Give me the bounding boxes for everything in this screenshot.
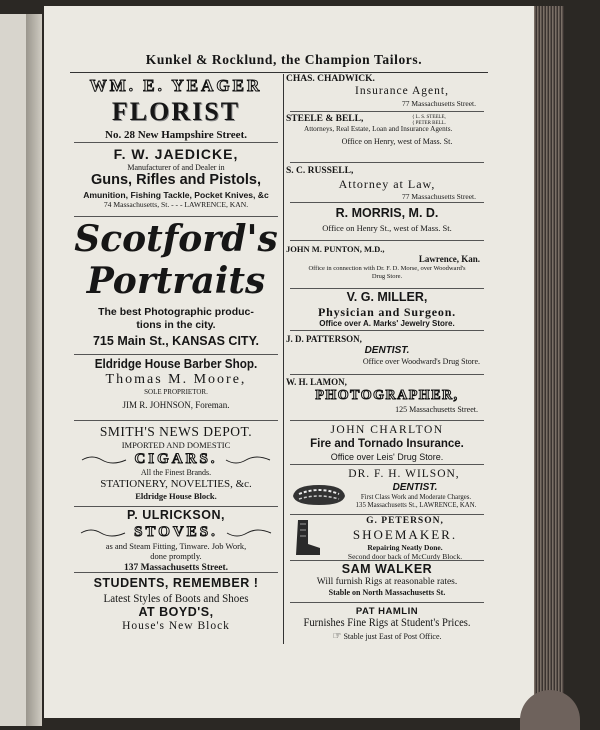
ad-wilson xyxy=(286,468,488,514)
yeager-name: WM. E. YEAGER xyxy=(89,76,263,95)
ulrickson-stoves xyxy=(70,523,282,541)
ad-yeager xyxy=(70,76,282,144)
charlton-role: Fire and Tornado Insurance. xyxy=(310,437,464,450)
dentures-icon xyxy=(290,482,348,508)
ulrickson-address: 137 Massachusetts Street. xyxy=(123,563,229,572)
scotford-address: 715 Main St., KANSAS CITY. xyxy=(92,334,259,349)
ad-jaedicke xyxy=(70,146,282,218)
separator xyxy=(290,162,484,163)
ad-miller xyxy=(286,290,488,330)
ulrickson-line-1: as and Steam Fitting, Tinware. Job Work, xyxy=(105,541,247,551)
barber-role: SOLE PROPRIETOR. xyxy=(144,388,208,397)
patterson-role: DENTIST. xyxy=(364,344,410,356)
peterson-name: G. PETERSON, xyxy=(366,516,444,526)
lamon-address: 125 Massachusetts Street. xyxy=(395,404,478,414)
ad-peterson xyxy=(286,516,488,560)
morris-name: R. MORRIS, M. D. xyxy=(335,206,439,220)
boyd-title: STUDENTS, REMEMBER ! xyxy=(93,576,259,590)
column-divider xyxy=(283,74,284,644)
ad-smith xyxy=(70,424,282,510)
separator xyxy=(74,216,278,217)
smith-cigars xyxy=(70,450,282,468)
book-gutter xyxy=(26,14,42,726)
punton-office-1: Office in connection with Dr. F. D. Morse, over Woodward's xyxy=(308,264,466,272)
russell-role: Attorney at Law, xyxy=(338,177,436,192)
patterson-name: J. D. PATTERSON, xyxy=(286,334,362,344)
miller-office: Office over A. Marks' Jewelry Store. xyxy=(319,319,455,329)
smith-sub: IMPORTED AND DOMESTIC xyxy=(121,440,231,451)
ad-boyd xyxy=(70,576,282,648)
header-rule xyxy=(70,72,488,73)
barber-title: Eldridge House Barber Shop. xyxy=(94,356,258,371)
pointing-hand-icon: ☞ xyxy=(332,631,342,643)
separator xyxy=(74,354,278,355)
chadwick-role: Insurance Agent, xyxy=(355,85,449,98)
steele-role: Attorneys, Real Estate, Loan and Insurance Agents. xyxy=(304,125,453,134)
jaedicke-name: F. W. JAEDICKE, xyxy=(113,146,239,162)
peterson-role: SHOEMAKER. xyxy=(352,527,458,543)
miller-name: V. G. MILLER, xyxy=(346,290,428,304)
page-header: Kunkel & Rocklund, the Champion Tailors. xyxy=(145,52,423,67)
wilson-line-2: 135 Massachusetts St., LAWRENCE, KAN. xyxy=(355,501,477,509)
russell-address: 77 Massachusetts Street. xyxy=(402,191,476,201)
patterson-office: Office over Woodward's Drug Store. xyxy=(362,356,480,366)
separator xyxy=(290,330,484,331)
smith-location: Eldridge House Block. xyxy=(135,491,217,502)
boot-icon xyxy=(292,518,322,558)
separator xyxy=(290,374,484,375)
hamlin-line-2: Stable just East of Post Office. xyxy=(343,632,442,642)
ad-punton xyxy=(286,244,488,288)
morris-office: Office on Henry St., west of Mass. St. xyxy=(322,223,452,233)
smith-title: SMITH'S NEWS DEPOT. xyxy=(99,424,253,439)
ad-chadwick xyxy=(286,74,488,112)
separator xyxy=(74,572,278,573)
ad-charlton xyxy=(286,424,488,464)
yeager-title: FLORIST xyxy=(111,97,241,127)
separator xyxy=(290,464,484,465)
smith-brands: All the Finest Brands. xyxy=(140,468,212,478)
ulrickson-line-2: done promptly. xyxy=(150,551,202,562)
smith-stationery: STATIONERY, NOVELTIES, &c. xyxy=(100,477,252,490)
chadwick-name: CHAS. CHADWICK. xyxy=(286,74,375,84)
boyd-line-3: House's New Block xyxy=(122,620,230,633)
page-edges xyxy=(534,6,564,706)
chadwick-address: 77 Massachusetts Street. xyxy=(402,99,476,109)
scotford-title-2: Portraits xyxy=(86,260,266,302)
barber-foreman: JIM R. JOHNSON, Foreman. xyxy=(122,399,230,410)
separator xyxy=(290,602,484,603)
separator xyxy=(290,514,484,515)
flourish-left-icon xyxy=(79,529,127,537)
hamlin-line-1: Furnishes Fine Rigs at Student's Prices. xyxy=(303,617,471,630)
separator xyxy=(290,420,484,421)
hamlin-name: PAT HAMLIN xyxy=(355,606,419,617)
scotford-tagline-2: tions in the city. xyxy=(136,318,216,331)
separator xyxy=(290,111,484,112)
ad-scotford xyxy=(70,218,282,350)
miller-role: Physician and Surgeon. xyxy=(318,305,456,319)
steele-office: Office on Henry, west of Mass. St. xyxy=(341,137,453,147)
ad-barber xyxy=(70,356,282,418)
walker-name: SAM WALKER xyxy=(341,562,433,576)
ad-hamlin xyxy=(286,606,488,648)
charlton-office: Office over Leis' Drug Store. xyxy=(330,451,444,462)
steele-partners xyxy=(412,115,446,127)
separator xyxy=(290,560,484,561)
ad-walker xyxy=(286,562,488,602)
separator xyxy=(74,506,278,507)
jaedicke-sub: Manufacturer of and Dealer in xyxy=(127,162,225,172)
wilson-role: DENTIST. xyxy=(392,481,438,493)
punton-city: Lawrence, Kan. xyxy=(418,254,480,265)
separator xyxy=(74,420,278,421)
walker-line-1: Will furnish Rigs at reasonable rates. xyxy=(316,577,458,587)
wilson-line-1: First Class Work and Moderate Charges. xyxy=(360,493,472,501)
steele-name: STEELE & BELL, xyxy=(286,114,364,124)
ad-russell xyxy=(286,166,488,202)
jaedicke-goods: Guns, Rifles and Pistols, xyxy=(90,172,261,189)
walker-line-2: Stable on North Massachusetts St. xyxy=(328,588,446,598)
charlton-name: JOHN CHARLTON xyxy=(330,424,444,436)
flourish-right-icon xyxy=(224,456,272,464)
wilson-name: DR. F. H. WILSON, xyxy=(348,468,460,480)
ad-morris xyxy=(286,206,488,238)
separator xyxy=(74,142,278,143)
ulrickson-name: P. ULRICKSON, xyxy=(127,508,225,522)
steele-partner-1: { L. S. STEELE, xyxy=(412,115,446,120)
punton-name: JOHN M. PUNTON, M.D., xyxy=(286,244,385,254)
ad-steele xyxy=(286,114,488,158)
smith-cigars-text: CIGARS. xyxy=(134,451,218,468)
boyd-line-1: Latest Styles of Boots and Shoes xyxy=(103,591,249,605)
russell-name: S. C. RUSSELL, xyxy=(286,166,354,176)
ad-patterson xyxy=(286,334,488,374)
ulrickson-stoves-text: STOVES. xyxy=(134,524,218,540)
steele-partner-2: { PETER BELL. xyxy=(412,121,446,126)
ad-ulrickson xyxy=(70,508,282,572)
separator xyxy=(290,240,484,241)
jaedicke-goods2: Amunition, Fishing Tackle, Pocket Knives, &c xyxy=(83,189,269,200)
hamlin-line-2-row xyxy=(286,631,488,643)
peterson-line-2: Second door back of McCurdy Block. xyxy=(347,551,463,560)
barber-owner: Thomas M. Moore, xyxy=(105,371,247,387)
separator xyxy=(290,288,484,289)
boyd-line-2: AT BOYD'S, xyxy=(138,605,214,620)
flourish-right-icon xyxy=(225,529,273,537)
lamon-name: W. H. LAMON, xyxy=(286,377,347,387)
scotford-tagline-1: The best Photographic produc- xyxy=(98,306,254,318)
ad-lamon xyxy=(286,377,488,421)
separator xyxy=(290,202,484,203)
peterson-line-1: Repairing Neatly Done. xyxy=(367,542,443,552)
scotford-title-1: Scotford's xyxy=(74,218,278,260)
jaedicke-address: 74 Massachusetts, St. - - - LAWRENCE, KAN. xyxy=(103,200,249,210)
punton-office-2: Drug Store. xyxy=(371,272,403,280)
flourish-left-icon xyxy=(80,456,128,464)
yeager-address: No. 28 New Hampshire Street. xyxy=(105,128,247,141)
lamon-role: PHOTOGRAPHER, xyxy=(315,387,459,403)
